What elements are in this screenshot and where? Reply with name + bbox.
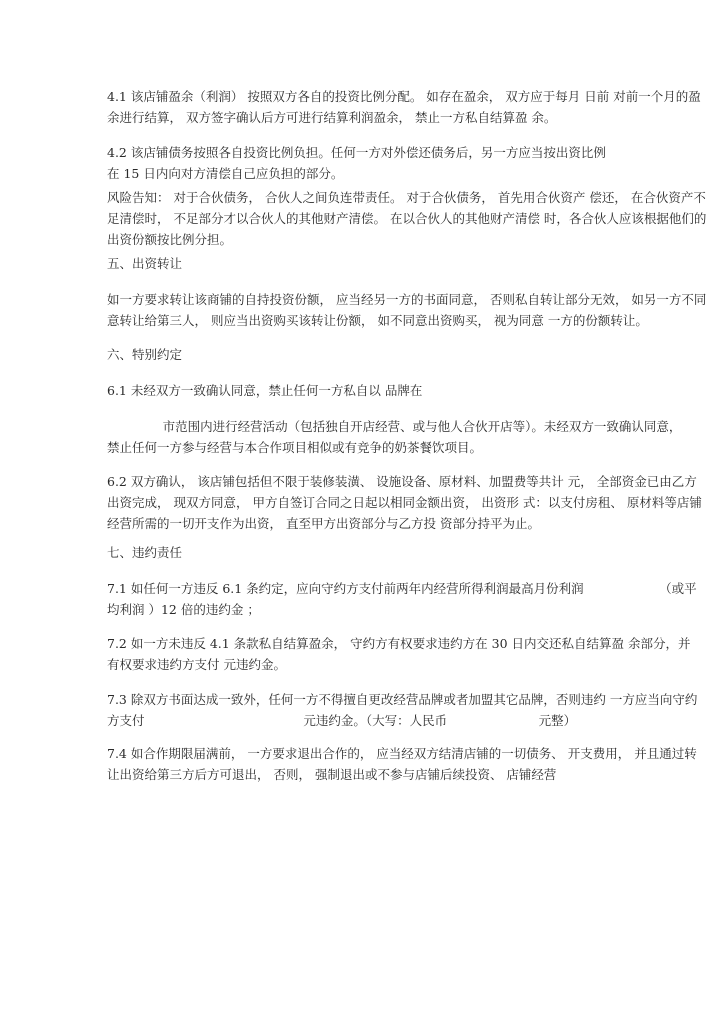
section-heading-5: 五、出资转让: [107, 256, 183, 271]
text-line: 4.1 该店铺盈余（利润） 按照双方各自的投资比例分配。 如存在盈余， 双方应于每月 日前 对前一个月的盈: [107, 89, 701, 104]
text-line: 禁止任何一方参与经营与本合作项目相似或有竞争的奶茶餐饮项目。: [107, 440, 483, 455]
text-line: 方支付 元违约金。（大写：人民币 元整）: [107, 713, 577, 728]
risk-notice: [107, 187, 707, 250]
section-5-text: [107, 289, 707, 331]
clause-4-1: [107, 86, 701, 128]
clause-7-3: [107, 689, 698, 731]
clause-7-4: [107, 743, 697, 785]
text-line: 经营所需的一切开支作为出资， 直至甲方出资部分与乙方投 资部分持平为止。: [107, 516, 540, 531]
clause-6-2: [107, 471, 702, 534]
clause-7-2: [107, 633, 691, 675]
text-line: 6.2 双方确认， 该店铺包括但不限于装修装潢、 设施设备、原材料、加盟费等共计 元， 全部资金已由乙方: [107, 474, 697, 489]
text-line: 7.1 如任何一方违反 6.1 条约定，应向守约方支付前两年内经营所得利润最高月份利润 （或平: [107, 581, 697, 596]
text-line: 7.2 如一方未违反 4.1 条款私自结算盈余， 守约方有权要求违约方在 30 日内交还私自结算盈 余部分，并: [107, 636, 691, 651]
text-line: 出资份额按比例分担。: [107, 232, 233, 247]
clause-7-1: [107, 578, 697, 620]
text-line: 均利润 ）12 倍的违约金 ；: [107, 602, 260, 617]
clause-4-2: [107, 142, 615, 184]
text-line: 意转让给第三人， 则应当出资购买该转让份额， 如不同意出资购买， 视为同意 一方的份额转让。: [107, 313, 648, 328]
clause-6-1-intro: [107, 380, 615, 401]
text-line: 6.1 未经双方一致确认同意，禁止任何一方私自以 品牌在: [107, 383, 423, 398]
text-line: 7.3 除双方书面达成一致外，任何一方不得擅自更改经营品牌或者加盟其它品牌，否则违约 一方应当向守约: [107, 692, 698, 707]
text-line: 在 15 日内向对方清偿自己应负担的部分。: [107, 166, 344, 181]
text-line: 余进行结算， 双方签字确认后方可进行结算利润盈余， 禁止一方私自结算盈 余。: [107, 110, 557, 125]
section-heading-7: 七、违约责任: [107, 545, 183, 560]
text-line: 让出资给第三方后方可退出， 否则， 强制退出或不参与店铺后续投资、 店铺经营: [107, 767, 557, 782]
clause-6-1-body: [107, 416, 682, 458]
text-line: 足清偿时， 不足部分才以合伙人的其他财产清偿。 在以合伙人的其他财产清偿 时，各合伙人应该根据他们的: [107, 211, 707, 226]
text-line: 市范围内进行经营活动（包括独自开店经营、或与他人合伙开店等）。未经双方一致确认同意，: [107, 419, 682, 434]
section-heading-6: 六、特别约定: [107, 347, 183, 362]
text-line: 7.4 如合作期限届满前， 一方要求退出合作的， 应当经双方结清店铺的一切债务、 开支费用， 并且通过转: [107, 746, 697, 761]
text-line: 4.2 该店铺债务按照各自投资比例负担。任何一方对外偿还债务后，另一方应当按出资比例: [107, 145, 606, 160]
text-line: 如一方要求转让该商铺的自持投资份额， 应当经另一方的书面同意， 否则私自转让部分无效， 如另一方不同: [107, 292, 707, 307]
text-line: 出资完成， 现双方同意， 甲方自签订合同之日起以相同金额出资， 出资形 式：以支付房租、 原材料等店铺: [107, 495, 702, 510]
text-line: 有权要求违约方支付 元违约金。: [107, 657, 286, 672]
text-line: 风险告知： 对于合伙债务， 合伙人之间负连带责任。 对于合伙债务， 首先用合伙资产 偿还， 在合伙资产不: [107, 190, 706, 205]
